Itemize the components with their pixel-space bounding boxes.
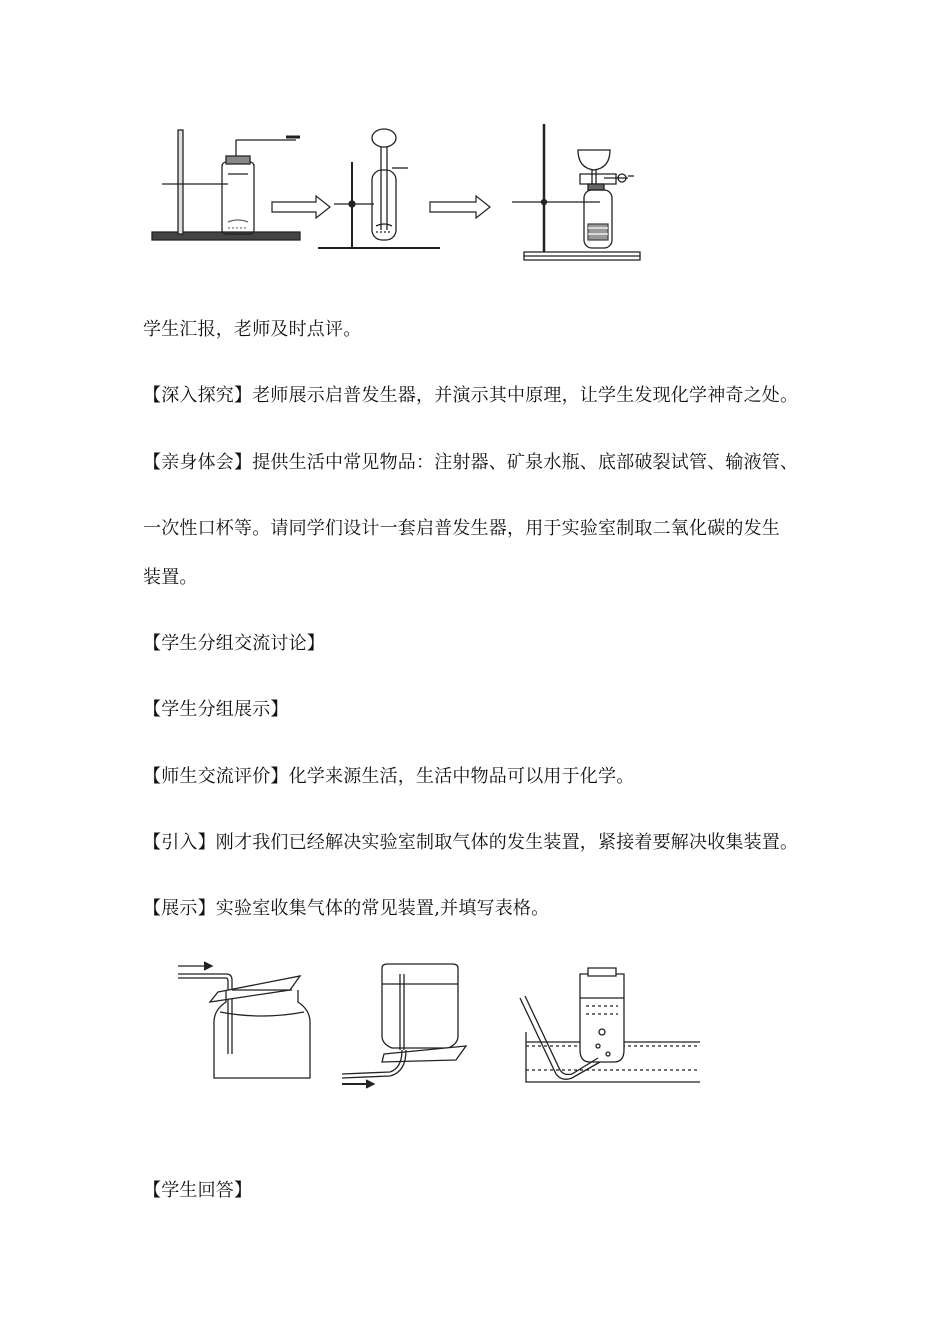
paragraph: 【学生分组交流讨论】: [143, 633, 325, 654]
apparatus-downward-delivery-bottle: [178, 962, 310, 1078]
paragraph: 一次性口杯等。请同学们设计一套启普发生器，用于实验室制取二氧化碳的发生: [143, 518, 780, 539]
paragraph: 学生汇报，老师及时点评。: [143, 319, 362, 340]
apparatus-water-trough: [520, 968, 700, 1082]
paragraph: 装置。: [143, 567, 198, 588]
collection-apparatus-drawing: [170, 950, 700, 1090]
figure-generation-apparatus: [148, 118, 668, 268]
generation-apparatus-drawing: [148, 118, 668, 268]
paragraph: 【引入】刚才我们已经解决实验室制取气体的发生装置，紧接着要解决收集装置。: [143, 832, 799, 853]
paragraph: 【师生交流评价】化学来源生活，生活中物品可以用于化学。: [143, 766, 635, 787]
arrow-right-icon: [272, 196, 330, 218]
paragraph: 【学生回答】: [143, 1180, 253, 1201]
arrow-right-icon: [430, 196, 490, 218]
paragraph: 【深入探究】老师展示启普发生器，并演示其中原理，让学生发现化学神奇之处。: [143, 385, 799, 406]
apparatus-bottle-stand: [152, 130, 300, 240]
apparatus-inverted-bottle: [342, 964, 466, 1088]
paragraph: 【学生分组展示】: [143, 699, 289, 720]
apparatus-funnel-stopcock: [512, 124, 640, 260]
paragraph: 【展示】实验室收集气体的常见装置,并填写表格。: [143, 898, 550, 919]
paragraph: 【亲身体会】提供生活中常见物品：注射器、矿泉水瓶、底部破裂试管、输液管、: [143, 452, 799, 473]
figure-collection-apparatus: [170, 950, 700, 1090]
apparatus-testtube-bulb: [318, 129, 440, 248]
